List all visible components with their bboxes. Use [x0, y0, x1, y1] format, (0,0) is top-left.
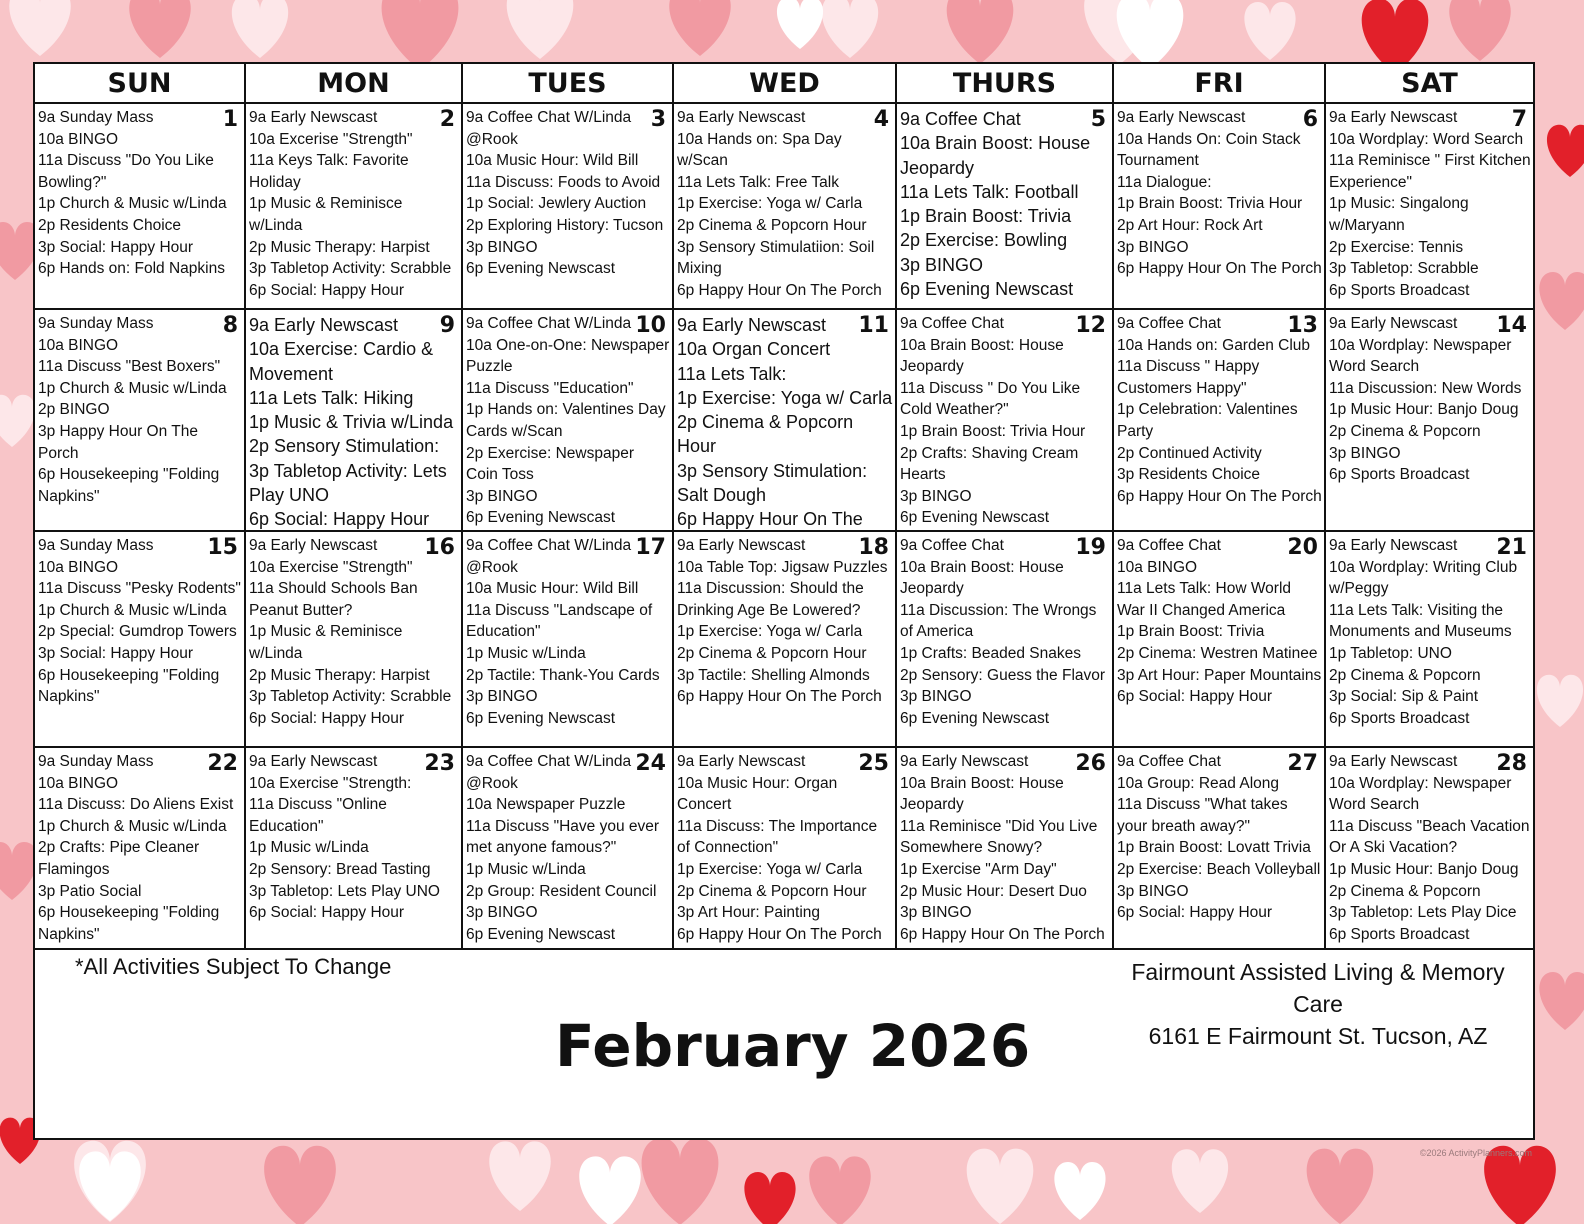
weekday-header: TUES: [463, 64, 674, 102]
activity-item: 6p Sports Broadcast: [1329, 466, 1470, 484]
activity-item: 3p Happy Hour On The Porch: [38, 422, 198, 462]
activity-item: 10a Exercise "Strength:: [249, 774, 412, 792]
facility-address: 6161 E Fairmount St. Tucson, AZ: [1148, 1023, 1488, 1049]
activity-item: 9a Early Newscast: [249, 315, 399, 335]
activity-item: 6p Housekeeping "Folding Napkins": [38, 666, 220, 706]
activity-item: 1p Social: Jewlery Auction: [466, 195, 647, 213]
activity-item: 2p Music Therapy: Harpist: [249, 238, 430, 256]
activity-item: 3p BINGO: [1329, 444, 1401, 462]
activity-item: 11a Discuss "Landscape of Education": [466, 601, 653, 641]
activity-item: 6p Sports Broadcast: [1329, 925, 1470, 943]
activity-item: 3p BINGO: [900, 487, 972, 505]
activity-item: 3p Tabletop: Lets Play Dice: [1329, 904, 1517, 922]
activity-item: 1p Church & Music w/Linda: [38, 601, 227, 619]
calendar-grid: [35, 64, 1533, 950]
activity-item: 6p Sports Broadcast: [1329, 709, 1470, 727]
day-cell: [1326, 310, 1533, 530]
day-cell: [35, 532, 246, 746]
day-number: 4: [873, 107, 889, 132]
calendar-footer: [35, 950, 1533, 1138]
activity-item: 1p Hands on: Valentines Day Cards w/Scan: [466, 401, 666, 440]
calendar-weeks: [35, 104, 1533, 950]
activity-item: 11a Discuss "Online Education": [249, 796, 387, 835]
day-cell: [35, 310, 246, 530]
activity-item: 9a Coffee Chat: [1117, 315, 1221, 332]
activity-item: 9a Early Newscast: [249, 537, 378, 554]
activity-item: 1p Exercise: Yoga w/ Carla: [677, 195, 863, 213]
activity-item: 6p Evening Newscast: [466, 709, 616, 727]
activity-item: 6p Evening Newscast: [466, 509, 616, 527]
activity-item: 3p BINGO: [900, 688, 972, 706]
activity-item: 11a Discussion: The Wrongs of America: [900, 601, 1097, 641]
activity-item: 10a Music Hour: Organ Concert: [677, 774, 838, 814]
activity-item: 3p BINGO: [466, 238, 538, 256]
activity-item: 2p Cinema & Popcorn: [1329, 666, 1481, 684]
activity-item: 2p Tactile: Thank-You Cards: [466, 666, 660, 684]
week-row: [35, 104, 1533, 310]
facility-info: [1113, 956, 1523, 1052]
activity-item: 2p Art Hour: Rock Art: [1117, 216, 1263, 234]
activity-item: 3p Tabletop Activity: Scrabble: [249, 688, 452, 706]
activity-item: 3p Patio Social: [38, 882, 142, 900]
activity-item: 2p Exercise: Tennis: [1329, 238, 1464, 256]
activity-item: 3p Residents Choice: [1117, 466, 1261, 484]
day-number: 16: [424, 535, 455, 560]
activity-item: 6p Social: Happy Hour: [249, 281, 405, 299]
weekday-header: FRI: [1114, 64, 1326, 102]
activity-item: 6p Housekeeping "Folding Napkins": [38, 466, 220, 505]
day-number: 12: [1075, 313, 1106, 338]
activity-item: 11a Discuss: Foods to Avoid: [466, 173, 661, 191]
day-cell: [1326, 104, 1533, 308]
activity-item: 1p Brain Boost: Trivia: [1117, 623, 1265, 641]
day-number: 18: [858, 535, 889, 560]
day-number: 28: [1496, 751, 1527, 776]
activity-item: 6p Social: Happy Hour: [1117, 688, 1273, 706]
day-number: 25: [858, 751, 889, 776]
activity-item: 11a Lets Talk:: [677, 363, 787, 384]
day-cell: [246, 532, 463, 746]
day-number: 17: [635, 535, 666, 560]
day-cell: [1326, 748, 1533, 948]
activity-item: 1p Celebration: Valentines Party: [1117, 401, 1298, 440]
day-number: 8: [222, 313, 238, 338]
activity-item: 1p Exercise: Yoga w/ Carla: [677, 860, 863, 878]
activity-item: 1p Brain Boost: Trivia: [900, 206, 1072, 227]
day-cell: [897, 104, 1114, 308]
activity-item: 2p Cinema & Popcorn Hour: [677, 882, 867, 900]
activity-item: 10a Group: Read Along: [1117, 774, 1280, 792]
day-cell: [897, 532, 1114, 746]
activity-item: 2p BINGO: [38, 401, 110, 419]
activity-item: 10a Brain Boost: House Jeopardy: [900, 774, 1064, 814]
day-cell: [1114, 104, 1326, 308]
weekday-header: SUN: [35, 64, 246, 102]
activity-item: 1p Music Hour: Banjo Doug: [1329, 401, 1519, 419]
day-number: 14: [1496, 313, 1527, 338]
day-cell: [1326, 532, 1533, 746]
activity-item: 2p Cinema & Popcorn: [1329, 422, 1481, 440]
activity-item: 2p Special: Gumdrop Towers: [38, 623, 237, 641]
day-cell: [897, 310, 1114, 530]
activity-item: 10a Table Top: Jigsaw Puzzles: [677, 558, 888, 576]
day-cell: [35, 104, 246, 308]
activity-item: 11a Lets Talk: Football: [900, 181, 1079, 202]
day-cell: [1114, 748, 1326, 948]
activity-item: 10a BINGO: [1117, 558, 1198, 576]
day-cell: [463, 104, 674, 308]
activity-item: 10a Music Hour: Wild Bill: [466, 580, 639, 598]
weekday-header: WED: [674, 64, 897, 102]
activity-item: 9a Early Newscast: [249, 753, 378, 770]
activity-item: 6p Evening Newscast: [466, 925, 616, 943]
activity-item: 10a Exercise: Cardio & Movement: [249, 339, 434, 384]
activity-item: 9a Coffee Chat W/Linda @Rook: [466, 109, 632, 148]
activity-item: 9a Early Newscast: [1329, 537, 1458, 554]
day-cell: [897, 748, 1114, 948]
day-number: 27: [1287, 751, 1318, 776]
day-number: 23: [424, 751, 455, 776]
activity-item: 2p Exploring History: Tucson: [466, 216, 664, 234]
day-cell: [1114, 310, 1326, 530]
activity-item: 10a Newspaper Puzzle: [466, 796, 626, 814]
activity-item: 9a Early Newscast: [677, 315, 827, 335]
activity-item: 6p Happy Hour On The Porch: [1117, 260, 1322, 278]
activity-item: 3p Tabletop: Scrabble: [1329, 260, 1479, 278]
activity-item: 10a Hands on: Garden Club: [1117, 336, 1311, 354]
activity-item: 2p Sensory: Bread Tasting: [249, 860, 431, 878]
activity-item: 1p Church & Music w/Linda: [38, 195, 227, 213]
activity-item: 2p Cinema & Popcorn Hour: [677, 644, 867, 662]
activity-item: 2p Exercise: Beach Volleyball: [1117, 860, 1321, 878]
activity-item: 2p Exercise: Bowling: [900, 230, 1068, 251]
day-cell: [674, 104, 897, 308]
activity-item: 10a Wordplay: Newspaper Word Search: [1329, 774, 1512, 814]
day-cell: [674, 532, 897, 746]
activity-item: 11a Lets Talk: How World War II Changed America: [1117, 580, 1292, 619]
activity-item: 3p Social: Happy Hour: [38, 644, 194, 662]
activity-item: 1p Music Hour: Banjo Doug: [1329, 860, 1519, 878]
activity-item: 1p Tabletop: UNO: [1329, 644, 1452, 662]
activity-item: 3p BINGO: [900, 904, 972, 922]
day-number: 19: [1075, 535, 1106, 560]
activity-item: 9a Early Newscast: [900, 753, 1029, 770]
activity-item: 10a BINGO: [38, 130, 119, 148]
activity-item: 1p Exercise "Arm Day": [900, 860, 1057, 878]
activity-item: 11a Discuss "Beach Vacation Or A Ski Vacation?: [1329, 817, 1530, 857]
day-number: 24: [635, 751, 666, 776]
day-number: 1: [222, 107, 238, 132]
activity-item: 1p Crafts: Beaded Snakes: [900, 644, 1081, 662]
activity-item: 3p BINGO: [1117, 238, 1189, 256]
activity-item: 11a Discuss "Have you ever met anyone famous?": [466, 817, 660, 857]
day-number: 26: [1075, 751, 1106, 776]
activity-item: 9a Early Newscast: [1329, 109, 1458, 126]
activity-item: 2p Exercise: Newspaper Coin Toss: [466, 444, 634, 484]
activity-item: 11a Lets Talk: Free Talk: [677, 173, 839, 191]
activity-item: 1p Brain Boost: Trivia Hour: [900, 422, 1086, 440]
day-cell: [463, 532, 674, 746]
activity-item: 3p BINGO: [466, 904, 538, 922]
activity-item: 9a Early Newscast: [677, 109, 806, 126]
day-number: 21: [1496, 535, 1527, 560]
activity-item: 11a Reminisce "Did You Live Somewhere Snowy?: [900, 817, 1098, 857]
day-number: 10: [635, 313, 666, 338]
activity-item: 3p Tabletop: Lets Play UNO: [249, 882, 440, 900]
month-title: February 2026: [555, 1012, 1031, 1080]
activity-item: 1p Brain Boost: Trivia Hour: [1117, 195, 1303, 213]
activity-item: 9a Coffee Chat: [900, 109, 1021, 129]
day-cell: [674, 748, 897, 948]
activity-item: 2p Cinema & Popcorn Hour: [677, 216, 867, 234]
activity-item: 1p Church & Music w/Linda: [38, 379, 227, 397]
activity-item: 2p Cinema & Popcorn: [1329, 882, 1481, 900]
activity-item: 9a Coffee Chat: [900, 315, 1004, 332]
day-cell: [246, 310, 463, 530]
activity-item: 6p Evening Newscast: [900, 509, 1050, 527]
activity-item: 6p Evening Newscast: [900, 279, 1074, 300]
disclaimer-note: *All Activities Subject To Change: [75, 954, 392, 979]
activity-item: 3p Sensory Stimulation: Salt Dough: [677, 460, 868, 506]
activity-item: 3p BINGO: [466, 487, 538, 505]
day-number: 22: [207, 751, 238, 776]
day-number: 5: [1090, 107, 1106, 132]
activity-item: 10a One-on-One: Newspaper Puzzle: [466, 336, 670, 376]
activity-item: 11a Discuss " Do You Like Cold Weather?": [900, 379, 1081, 419]
activity-item: 6p Sports Broadcast: [1329, 281, 1470, 299]
activity-item: 2p Music Therapy: Harpist: [249, 666, 430, 684]
activity-item: 2p Cinema: Westren Matinee: [1117, 644, 1318, 662]
week-row: [35, 310, 1533, 532]
activity-item: 10a Brain Boost: House Jeopardy: [900, 336, 1064, 376]
day-cell: [246, 104, 463, 308]
activity-item: 1p Music & Reminisce w/Linda: [249, 623, 403, 662]
day-number: 7: [1511, 107, 1527, 132]
weekday-header: THURS: [897, 64, 1114, 102]
activity-item: 9a Early Newscast: [1329, 315, 1458, 332]
activity-item: 6p Social: Happy Hour: [1117, 904, 1273, 922]
activity-item: 10a Music Hour: Wild Bill: [466, 152, 639, 170]
activity-item: 3p Tabletop Activity: Scrabble: [249, 260, 452, 278]
activity-item: 11a Discuss "Best Boxers": [38, 358, 221, 376]
weekday-header-row: [35, 64, 1533, 104]
activity-item: 10a Hands On: Coin Stack Tournament: [1117, 130, 1301, 170]
activity-item: 9a Coffee Chat W/Linda @Rook: [466, 753, 632, 792]
activity-item: 2p Crafts: Pipe Cleaner Flamingos: [38, 839, 200, 878]
activity-item: 1p Church & Music w/Linda: [38, 817, 227, 835]
activity-item: 9a Early Newscast: [1117, 109, 1246, 126]
activity-item: 1p Music: Singalong w/Maryann: [1329, 195, 1469, 234]
activity-item: 1p Exercise: Yoga w/ Carla: [677, 387, 893, 408]
activity-item: 1p Music w/Linda: [466, 644, 586, 662]
day-cell: [1114, 532, 1326, 746]
week-row: [35, 532, 1533, 748]
day-number: 6: [1302, 107, 1318, 132]
activity-item: 11a Discuss "Education": [466, 379, 634, 397]
activity-item: 3p Social: Happy Hour: [38, 238, 194, 256]
activity-item: 11a Keys Talk: Favorite Holiday: [249, 152, 409, 191]
activity-item: 10a Brain Boost: House Jeopardy: [900, 558, 1064, 598]
day-cell: [246, 748, 463, 948]
activity-item: 6p Happy Hour On The Porch: [677, 281, 882, 299]
activity-item: 1p Music & Reminisce w/Linda: [249, 195, 403, 234]
activity-item: 3p BINGO: [1117, 882, 1189, 900]
activity-item: 11a Dialogue:: [1117, 173, 1212, 191]
activity-item: 9a Sunday Mass: [38, 109, 154, 126]
activity-item: 9a Sunday Mass: [38, 537, 154, 554]
activity-item: 11a Discuss " Happy Customers Happy": [1117, 358, 1260, 397]
day-cell: [35, 748, 246, 948]
activity-item: 1p Music w/Linda: [466, 860, 586, 878]
activity-item: 11a Lets Talk: Hiking: [249, 387, 414, 408]
activity-item: 11a Discuss: Do Aliens Exist: [38, 796, 234, 814]
activity-item: 2p Crafts: Shaving Cream Hearts: [900, 444, 1079, 484]
day-number: 3: [650, 107, 666, 132]
activity-item: 9a Coffee Chat W/Linda @Rook: [466, 537, 632, 576]
activity-item: 9a Early Newscast: [1329, 753, 1458, 770]
activity-item: 1p Brain Boost: Lovatt Trivia: [1117, 839, 1311, 857]
weekday-header: MON: [246, 64, 463, 102]
activity-item: 2p Residents Choice: [38, 216, 182, 234]
activity-item: 2p Sensory: Guess the Flavor: [900, 666, 1106, 684]
activity-item: 10a Organ Concert: [677, 339, 831, 360]
activity-item: 10a Brain Boost: House Jeopardy: [900, 133, 1091, 178]
day-number: 2: [439, 107, 455, 132]
activity-item: 9a Early Newscast: [677, 537, 806, 554]
day-number: 9: [439, 313, 455, 338]
activity-item: 11a Should Schools Ban Peanut Butter?: [249, 580, 418, 619]
activity-item: 3p BINGO: [900, 254, 984, 275]
activity-item: 1p Exercise: Yoga w/ Carla: [677, 623, 863, 641]
copyright-text: ©2026 ActivityPlanners.com: [1419, 1148, 1532, 1158]
activity-item: 1p Music w/Linda: [249, 839, 369, 857]
activity-item: 10a BINGO: [38, 558, 119, 576]
activity-item: 6p Social: Happy Hour: [249, 509, 430, 530]
activity-item: 2p Group: Resident Council: [466, 882, 657, 900]
activity-item: 3p BINGO: [466, 688, 538, 706]
activity-item: 6p Happy Hour On The: [677, 509, 863, 530]
activity-item: 6p Happy Hour On The Porch: [677, 688, 882, 706]
activity-item: 6p Social: Happy Hour: [249, 709, 405, 727]
activity-item: 6p Evening Newscast: [900, 709, 1050, 727]
activity-item: 1p Music & Trivia w/Linda: [249, 412, 454, 433]
activity-item: 11a Discuss "Do You Like Bowling?": [38, 152, 214, 191]
activity-item: 3p Tabletop Activity: Lets Play UNO: [249, 460, 447, 506]
activity-item: 11a Discuss "Pesky Rodents": [38, 580, 241, 598]
calendar-sheet: [33, 62, 1535, 1140]
activity-item: 9a Early Newscast: [249, 109, 378, 126]
activity-item: 6p Hands on: Fold Napkins: [38, 260, 225, 278]
day-cell: [463, 310, 674, 530]
activity-item: 6p Evening Newscast: [466, 260, 616, 278]
activity-item: 3p Art Hour: Painting: [677, 904, 821, 922]
activity-item: 2p Sensory Stimulation:: [249, 436, 440, 457]
activity-item: 3p Social: Sip & Paint: [1329, 688, 1479, 706]
activity-item: 10a Excerise "Strength": [249, 130, 413, 148]
weekday-header: SAT: [1401, 67, 1458, 99]
activity-item: 9a Early Newscast: [677, 753, 806, 770]
activity-item: 9a Coffee Chat: [900, 537, 1004, 554]
day-cell: [463, 748, 674, 948]
activity-item: 11a Discuss "What takes your breath away?": [1117, 796, 1288, 835]
activity-item: 10a Exercise "Strength": [249, 558, 413, 576]
activity-item: 10a BINGO: [38, 774, 119, 792]
week-row: [35, 748, 1533, 950]
day-number: 11: [858, 313, 889, 338]
facility-name: Fairmount Assisted Living & Memory Care: [1131, 959, 1505, 1017]
activity-item: 9a Coffee Chat W/Linda: [466, 315, 632, 332]
day-number: 20: [1287, 535, 1318, 560]
activity-item: 2p Music Hour: Desert Duo: [900, 882, 1087, 900]
activity-item: 6p Happy Hour On The Porch: [900, 925, 1105, 943]
activity-item: 3p Art Hour: Paper Mountains: [1117, 666, 1322, 684]
activity-item: 9a Coffee Chat: [1117, 537, 1221, 554]
day-number: 15: [207, 535, 238, 560]
activity-item: 11a Reminisce " First Kitchen Experience": [1329, 152, 1531, 191]
activity-item: 11a Discussion: Should the Drinking Age Be Lowered?: [677, 580, 864, 619]
activity-item: 6p Social: Happy Hour: [249, 904, 405, 922]
activity-item: 9a Coffee Chat: [1117, 753, 1221, 770]
activity-item: 3p Tactile: Shelling Almonds: [677, 666, 870, 684]
activity-item: 11a Discuss: The Importance of Connection": [677, 817, 878, 857]
activity-item: 11a Discussion: New Words: [1329, 379, 1522, 397]
activity-item: 10a BINGO: [38, 336, 119, 354]
activity-item: 3p Sensory Stimulatiion: Soil Mixing: [677, 238, 875, 278]
activity-item: 10a Wordplay: Word Search: [1329, 130, 1524, 148]
activity-item: 6p Happy Hour On The Porch: [677, 925, 882, 943]
activity-item: 10a Hands on: Spa Day w/Scan: [677, 130, 842, 170]
activity-item: 9a Sunday Mass: [38, 315, 154, 332]
day-cell: [674, 310, 897, 530]
day-number: 13: [1287, 313, 1318, 338]
activity-item: 10a Wordplay: Newspaper Word Search: [1329, 336, 1512, 376]
activity-item: 9a Sunday Mass: [38, 753, 154, 770]
activity-item: 6p Happy Hour On The Porch: [1117, 487, 1322, 505]
activity-item: 2p Continued Activity: [1117, 444, 1262, 462]
activity-item: 11a Lets Talk: Visiting the Monuments and Museums: [1329, 601, 1512, 641]
activity-item: 6p Housekeeping "Folding Napkins": [38, 904, 220, 943]
activity-item: 2p Cinema & Popcorn Hour: [677, 412, 854, 457]
activity-item: 10a Wordplay: Writing Club w/Peggy: [1329, 558, 1518, 598]
